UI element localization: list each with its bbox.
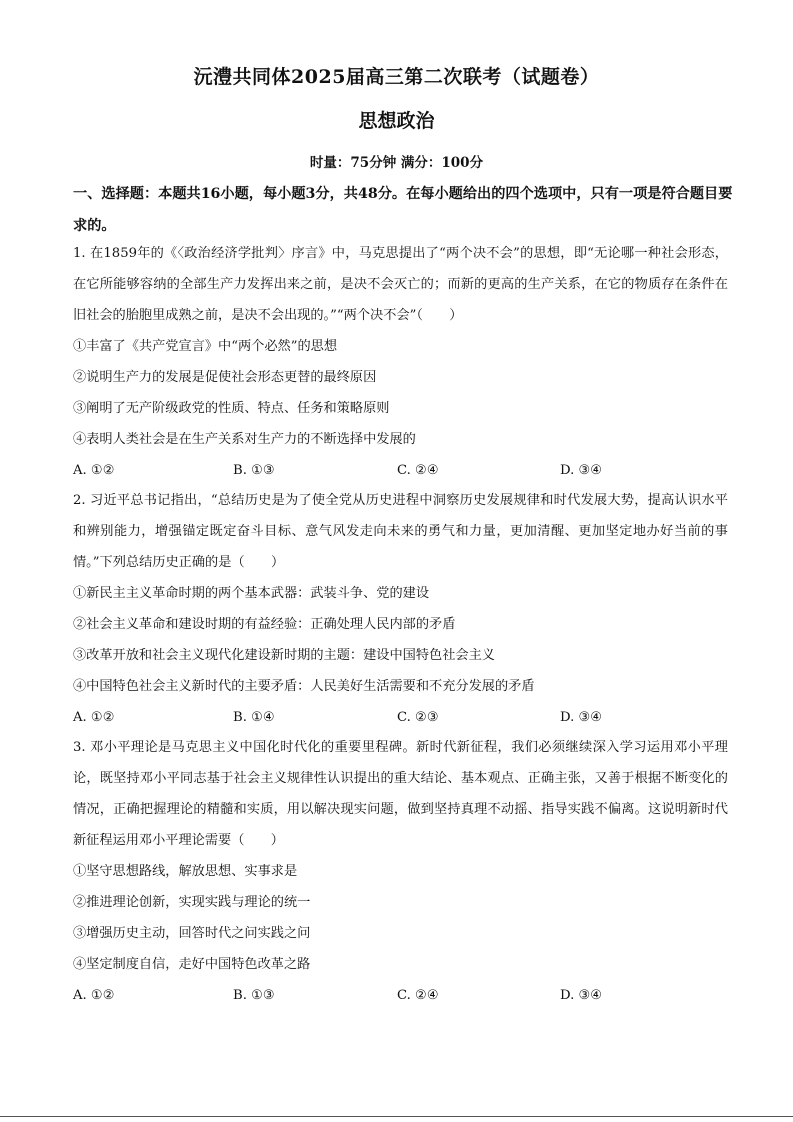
choice-a: A. ①② (73, 463, 115, 478)
statement-option: ①坚守思想路线，解放思想、实事求是 (73, 864, 298, 879)
page-divider (0, 1116, 793, 1117)
statement-option: ④中国特色社会主义新时代的主要矛盾：人民美好生活需要和不充分发展的矛盾 (73, 679, 535, 694)
choice-c: C. ②③ (397, 710, 439, 725)
question-stem: 1. 在1859年的《〈政治经济学批判〉序言》中，马克思提出了“两个决不会”的思想，即“无论哪一种社会形态，在它所能够容纳的全部生产力发挥出来之前，是决不会灭亡的；而新的更高的生产关系，在它的物质存在条件在旧社会的胎胞里成熟之前，是决不会出现的。”“两个决不会”（ ） (73, 246, 728, 323)
statement-option: ④坚定制度自信，走好中国特色改革之路 (73, 957, 311, 972)
choice-b: B. ①④ (233, 710, 275, 725)
question-1 (73, 238, 728, 486)
answer-choices (73, 702, 728, 733)
statement-option: ③阐明了无产阶级政党的性质、特点、任务和策略原则 (73, 401, 390, 416)
statement-option: ①丰富了《共产党宣言》中“两个必然”的思想 (73, 339, 338, 354)
statement-option: ②推进理论创新，实现实践与理论的统一 (73, 895, 311, 910)
choice-a: A. ①② (73, 988, 115, 1003)
question-stem: 3. 邓小平理论是马克思主义中国化时代化的重要里程碑。新时代新征程，我们必须继续深入学习运用邓小平理论，既坚持邓小平同志基于社会主义规律性认识提出的重大结论、基本观点、正确主张，又善于根据不断变化的情况，正确把握理论的精髓和实质，用以解决现实问题，做到坚持真理不动摇、指导实践不偏离。这说明新时代新征程运用邓小平理论需要（ ） (73, 740, 728, 848)
answer-choices (73, 980, 728, 1011)
section-heading: 一、选择题：本题共16小题，每小题3分，共48分。在每小题给出的四个选项中，只有一项是符合题目要求的。 (73, 186, 733, 234)
choice-a: A. ①② (73, 710, 115, 725)
choice-c: C. ②④ (397, 988, 439, 1003)
choice-d: D. ③④ (560, 463, 603, 478)
statement-option: ②社会主义革命和建设时期的有益经验：正确处理人民内部的矛盾 (73, 617, 456, 632)
statement-option: ③增强历史主动，回答时代之问实践之问 (73, 926, 311, 941)
choice-c: C. ②④ (397, 463, 439, 478)
choice-b: B. ①③ (233, 988, 275, 1003)
choice-b: B. ①③ (233, 463, 275, 478)
subject-title: 思想政治 (358, 110, 435, 132)
time-and-score: 时量：75分钟 满分：100分 (309, 155, 484, 171)
question-3 (73, 732, 728, 1011)
choice-d: D. ③④ (560, 710, 603, 725)
answer-choices (73, 455, 728, 486)
question-2 (73, 485, 728, 733)
statement-option: ①新民主主义革命时期的两个基本武器：武装斗争、党的建设 (73, 586, 430, 601)
choice-d: D. ③④ (560, 988, 603, 1003)
question-stem: 2. 习近平总书记指出，“总结历史是为了使全党从历史进程中洞察历史发展规律和时代发展大势，提高认识水平和辨别能力，增强锚定既定奋斗目标、意气风发走向未来的勇气和力量，更加清醒、更加坚定地办好当前的事情。”下列总结历史正确的是（ ） (73, 493, 728, 570)
statement-option: ③改革开放和社会主义现代化建设新时期的主题：建设中国特色社会主义 (73, 648, 495, 663)
statement-option: ④表明人类社会是在生产关系对生产力的不断选择中发展的 (73, 432, 416, 447)
exam-title: 沅澧共同体2025届高三第二次联考（试题卷） (193, 66, 600, 88)
statement-option: ②说明生产力的发展是促使社会形态更替的最终原因 (73, 370, 377, 385)
